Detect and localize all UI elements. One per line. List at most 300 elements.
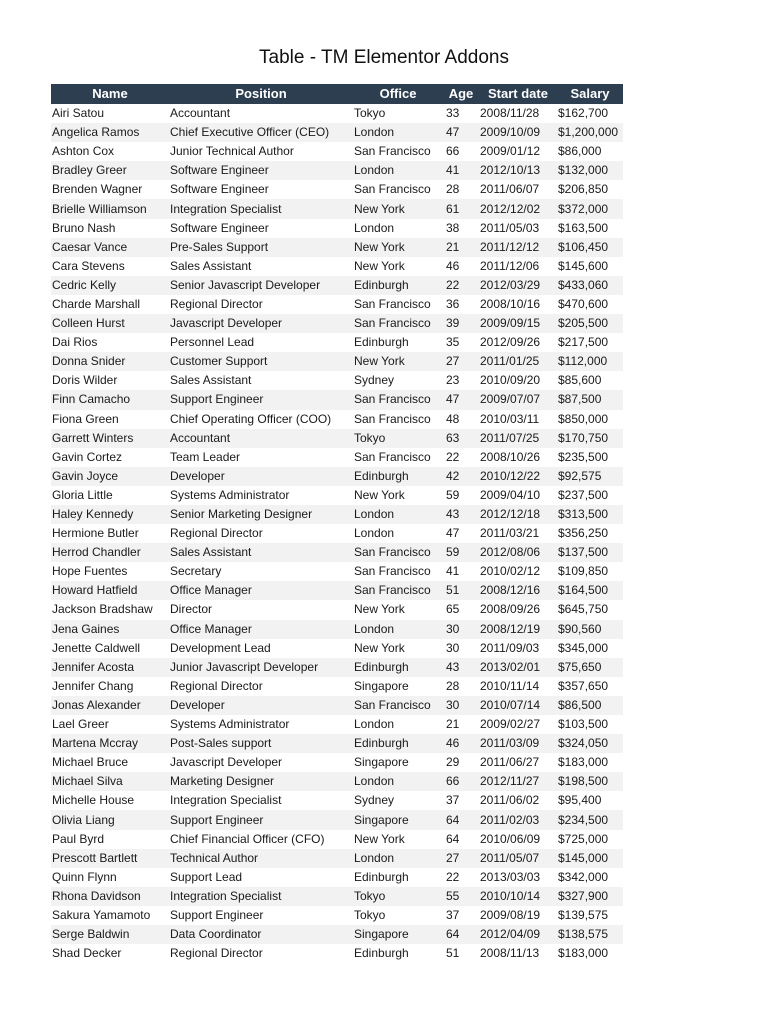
cell-salary: $86,000 [557,142,623,161]
cell-age: 64 [443,810,479,829]
cell-position: Senior Marketing Designer [169,505,353,524]
cell-office: London [353,161,443,180]
cell-office: San Francisco [353,448,443,467]
cell-name: Cara Stevens [51,257,169,276]
cell-start-date: 2012/12/02 [479,199,557,218]
cell-position: Javascript Developer [169,314,353,333]
cell-name: Michael Silva [51,772,169,791]
cell-age: 46 [443,257,479,276]
cell-position: Developer [169,467,353,486]
table-row [51,677,623,696]
cell-office: Tokyo [353,429,443,448]
cell-age: 51 [443,944,479,963]
cell-position: Sales Assistant [169,257,353,276]
cell-salary: $90,560 [557,620,623,639]
column-header-salary[interactable]: Salary [557,84,623,104]
cell-name: Shad Decker [51,944,169,963]
cell-salary: $163,500 [557,219,623,238]
cell-salary: $106,450 [557,238,623,257]
cell-office: New York [353,199,443,218]
cell-position: Chief Executive Officer (CEO) [169,123,353,142]
cell-name: Garrett Winters [51,429,169,448]
cell-position: Support Lead [169,868,353,887]
cell-salary: $103,500 [557,715,623,734]
cell-position: Pre-Sales Support [169,238,353,257]
cell-office: London [353,219,443,238]
cell-salary: $198,500 [557,772,623,791]
column-header-name[interactable]: Name [51,84,169,104]
cell-position: Office Manager [169,581,353,600]
cell-office: London [353,715,443,734]
cell-salary: $112,000 [557,352,623,371]
cell-office: Edinburgh [353,333,443,352]
cell-salary: $235,500 [557,448,623,467]
cell-start-date: 2010/02/12 [479,562,557,581]
cell-office: Singapore [353,753,443,772]
table-row [51,161,623,180]
cell-office: New York [353,600,443,619]
cell-office: San Francisco [353,314,443,333]
cell-name: Finn Camacho [51,390,169,409]
cell-age: 41 [443,562,479,581]
cell-start-date: 2012/10/13 [479,161,557,180]
cell-name: Martena Mccray [51,734,169,753]
cell-age: 37 [443,791,479,810]
cell-position: Junior Technical Author [169,142,353,161]
cell-age: 59 [443,543,479,562]
cell-salary: $372,000 [557,199,623,218]
cell-name: Angelica Ramos [51,123,169,142]
cell-start-date: 2011/01/25 [479,352,557,371]
cell-salary: $205,500 [557,314,623,333]
cell-salary: $86,500 [557,696,623,715]
table-row [51,486,623,505]
cell-position: Director [169,600,353,619]
cell-position: Chief Financial Officer (CFO) [169,830,353,849]
table-row [51,505,623,524]
cell-age: 21 [443,715,479,734]
table-row [51,219,623,238]
cell-office: New York [353,639,443,658]
cell-salary: $217,500 [557,333,623,352]
cell-position: Regional Director [169,677,353,696]
cell-position: Integration Specialist [169,791,353,810]
cell-salary: $850,000 [557,410,623,429]
cell-start-date: 2010/09/20 [479,371,557,390]
cell-name: Lael Greer [51,715,169,734]
table-row [51,944,623,963]
table-row [51,772,623,791]
cell-start-date: 2009/04/10 [479,486,557,505]
cell-salary: $1,200,000 [557,123,623,142]
cell-name: Brielle Williamson [51,199,169,218]
cell-position: Technical Author [169,849,353,868]
cell-age: 33 [443,104,479,123]
cell-name: Jenette Caldwell [51,639,169,658]
cell-position: Software Engineer [169,219,353,238]
table-row [51,868,623,887]
cell-start-date: 2009/10/09 [479,123,557,142]
column-header-position[interactable]: Position [169,84,353,104]
cell-salary: $109,850 [557,562,623,581]
cell-start-date: 2008/12/16 [479,581,557,600]
cell-position: Accountant [169,104,353,123]
cell-position: Sales Assistant [169,543,353,562]
cell-start-date: 2009/01/12 [479,142,557,161]
cell-office: London [353,524,443,543]
cell-age: 42 [443,467,479,486]
cell-start-date: 2011/06/27 [479,753,557,772]
table-row [51,715,623,734]
cell-start-date: 2010/03/11 [479,410,557,429]
cell-office: San Francisco [353,562,443,581]
cell-position: Integration Specialist [169,887,353,906]
cell-salary: $170,750 [557,429,623,448]
cell-age: 22 [443,448,479,467]
cell-name: Ashton Cox [51,142,169,161]
cell-name: Howard Hatfield [51,581,169,600]
cell-name: Gavin Joyce [51,467,169,486]
table-row [51,276,623,295]
cell-age: 43 [443,505,479,524]
cell-salary: $138,575 [557,925,623,944]
cell-office: Edinburgh [353,467,443,486]
cell-position: Regional Director [169,295,353,314]
cell-start-date: 2011/09/03 [479,639,557,658]
table-row [51,199,623,218]
cell-salary: $356,250 [557,524,623,543]
table-row [51,257,623,276]
cell-age: 27 [443,849,479,868]
cell-start-date: 2012/11/27 [479,772,557,791]
cell-position: Post-Sales support [169,734,353,753]
cell-name: Donna Snider [51,352,169,371]
cell-position: Support Engineer [169,810,353,829]
cell-salary: $645,750 [557,600,623,619]
cell-name: Prescott Bartlett [51,849,169,868]
cell-start-date: 2012/08/06 [479,543,557,562]
cell-salary: $327,900 [557,887,623,906]
cell-position: Office Manager [169,620,353,639]
cell-office: New York [353,486,443,505]
cell-age: 55 [443,887,479,906]
cell-age: 61 [443,199,479,218]
cell-age: 51 [443,581,479,600]
cell-start-date: 2009/08/19 [479,906,557,925]
cell-salary: $183,000 [557,753,623,772]
table-row [51,333,623,352]
cell-position: Systems Administrator [169,486,353,505]
cell-start-date: 2009/07/07 [479,390,557,409]
cell-office: San Francisco [353,696,443,715]
cell-age: 63 [443,429,479,448]
column-header-office[interactable]: Office [353,84,443,104]
cell-age: 28 [443,180,479,199]
cell-start-date: 2011/06/07 [479,180,557,199]
table-header [51,84,623,104]
cell-office: San Francisco [353,180,443,199]
table-row [51,104,623,123]
cell-position: Team Leader [169,448,353,467]
table-row [51,142,623,161]
cell-start-date: 2011/07/25 [479,429,557,448]
cell-office: San Francisco [353,295,443,314]
cell-name: Gloria Little [51,486,169,505]
table-row [51,295,623,314]
table-row [51,791,623,810]
cell-office: Edinburgh [353,276,443,295]
cell-salary: $162,700 [557,104,623,123]
cell-start-date: 2008/12/19 [479,620,557,639]
cell-office: New York [353,830,443,849]
cell-name: Airi Satou [51,104,169,123]
table-row [51,581,623,600]
cell-office: Singapore [353,810,443,829]
cell-office: Singapore [353,677,443,696]
cell-age: 65 [443,600,479,619]
cell-name: Bradley Greer [51,161,169,180]
cell-name: Dai Rios [51,333,169,352]
cell-start-date: 2010/11/14 [479,677,557,696]
table-row [51,180,623,199]
cell-position: Development Lead [169,639,353,658]
cell-age: 27 [443,352,479,371]
cell-office: London [353,620,443,639]
cell-position: Javascript Developer [169,753,353,772]
cell-position: Support Engineer [169,390,353,409]
cell-start-date: 2010/10/14 [479,887,557,906]
cell-position: Marketing Designer [169,772,353,791]
cell-start-date: 2013/03/03 [479,868,557,887]
cell-salary: $342,000 [557,868,623,887]
cell-name: Fiona Green [51,410,169,429]
cell-age: 22 [443,868,479,887]
cell-start-date: 2009/02/27 [479,715,557,734]
cell-start-date: 2010/07/14 [479,696,557,715]
cell-salary: $92,575 [557,467,623,486]
cell-position: Regional Director [169,524,353,543]
cell-salary: $237,500 [557,486,623,505]
cell-age: 29 [443,753,479,772]
cell-salary: $85,600 [557,371,623,390]
cell-salary: $87,500 [557,390,623,409]
cell-name: Jennifer Chang [51,677,169,696]
cell-position: Sales Assistant [169,371,353,390]
cell-age: 43 [443,658,479,677]
cell-salary: $470,600 [557,295,623,314]
cell-office: San Francisco [353,390,443,409]
cell-age: 64 [443,830,479,849]
cell-salary: $345,000 [557,639,623,658]
cell-office: Edinburgh [353,734,443,753]
cell-age: 30 [443,696,479,715]
column-header-age[interactable]: Age [443,84,479,104]
cell-office: New York [353,238,443,257]
cell-salary: $234,500 [557,810,623,829]
cell-salary: $145,000 [557,849,623,868]
cell-position: Senior Javascript Developer [169,276,353,295]
cell-age: 36 [443,295,479,314]
cell-salary: $132,000 [557,161,623,180]
cell-start-date: 2013/02/01 [479,658,557,677]
cell-age: 37 [443,906,479,925]
cell-position: Regional Director [169,944,353,963]
cell-office: Tokyo [353,906,443,925]
cell-age: 39 [443,314,479,333]
cell-name: Charde Marshall [51,295,169,314]
table-row [51,830,623,849]
cell-salary: $725,000 [557,830,623,849]
cell-office: Singapore [353,925,443,944]
cell-start-date: 2011/12/12 [479,238,557,257]
table-row [51,371,623,390]
cell-office: New York [353,257,443,276]
cell-name: Jena Gaines [51,620,169,639]
cell-age: 46 [443,734,479,753]
cell-start-date: 2009/09/15 [479,314,557,333]
table-row [51,925,623,944]
cell-name: Jennifer Acosta [51,658,169,677]
cell-salary: $164,500 [557,581,623,600]
cell-age: 47 [443,123,479,142]
cell-age: 28 [443,677,479,696]
cell-name: Herrod Chandler [51,543,169,562]
cell-salary: $324,050 [557,734,623,753]
cell-name: Sakura Yamamoto [51,906,169,925]
cell-age: 41 [443,161,479,180]
table-row [51,524,623,543]
cell-position: Data Coordinator [169,925,353,944]
cell-office: Sydney [353,371,443,390]
cell-office: San Francisco [353,581,443,600]
cell-start-date: 2011/03/09 [479,734,557,753]
cell-office: Edinburgh [353,868,443,887]
cell-start-date: 2008/11/28 [479,104,557,123]
employee-table [51,84,623,963]
cell-salary: $433,060 [557,276,623,295]
cell-office: London [353,123,443,142]
cell-name: Michelle House [51,791,169,810]
cell-age: 30 [443,639,479,658]
table-row [51,410,623,429]
cell-position: Customer Support [169,352,353,371]
table-row [51,734,623,753]
table-row [51,810,623,829]
table-row [51,600,623,619]
cell-start-date: 2011/02/03 [479,810,557,829]
cell-name: Michael Bruce [51,753,169,772]
cell-age: 64 [443,925,479,944]
cell-position: Integration Specialist [169,199,353,218]
cell-age: 48 [443,410,479,429]
cell-office: London [353,772,443,791]
cell-name: Brenden Wagner [51,180,169,199]
table-row [51,238,623,257]
cell-salary: $139,575 [557,906,623,925]
cell-start-date: 2011/05/03 [479,219,557,238]
table-body [51,104,623,963]
cell-office: London [353,849,443,868]
cell-age: 38 [443,219,479,238]
cell-office: Edinburgh [353,944,443,963]
table-row [51,620,623,639]
cell-name: Hope Fuentes [51,562,169,581]
cell-start-date: 2011/03/21 [479,524,557,543]
cell-name: Jackson Bradshaw [51,600,169,619]
cell-office: Tokyo [353,887,443,906]
cell-office: Edinburgh [353,658,443,677]
cell-start-date: 2010/12/22 [479,467,557,486]
table-row [51,562,623,581]
cell-name: Doris Wilder [51,371,169,390]
cell-position: Developer [169,696,353,715]
table-row [51,429,623,448]
cell-office: London [353,505,443,524]
table-row [51,123,623,142]
cell-salary: $75,650 [557,658,623,677]
cell-salary: $357,650 [557,677,623,696]
column-header-start-date[interactable]: Start date [479,84,557,104]
table-row [51,448,623,467]
table-row [51,658,623,677]
cell-age: 22 [443,276,479,295]
cell-name: Caesar Vance [51,238,169,257]
cell-position: Junior Javascript Developer [169,658,353,677]
table-row [51,696,623,715]
table-row [51,352,623,371]
cell-name: Rhona Davidson [51,887,169,906]
cell-start-date: 2012/04/09 [479,925,557,944]
cell-start-date: 2008/10/26 [479,448,557,467]
cell-age: 35 [443,333,479,352]
header-row [51,84,623,104]
cell-position: Systems Administrator [169,715,353,734]
table-row [51,906,623,925]
cell-age: 47 [443,524,479,543]
cell-position: Accountant [169,429,353,448]
cell-start-date: 2011/05/07 [479,849,557,868]
cell-age: 66 [443,772,479,791]
cell-name: Serge Baldwin [51,925,169,944]
table-row [51,467,623,486]
cell-salary: $206,850 [557,180,623,199]
table-row [51,849,623,868]
cell-salary: $145,600 [557,257,623,276]
table-row [51,390,623,409]
cell-office: San Francisco [353,543,443,562]
cell-office: New York [353,352,443,371]
cell-age: 59 [443,486,479,505]
cell-salary: $137,500 [557,543,623,562]
cell-name: Colleen Hurst [51,314,169,333]
cell-position: Software Engineer [169,180,353,199]
cell-start-date: 2008/09/26 [479,600,557,619]
cell-office: San Francisco [353,142,443,161]
cell-name: Jonas Alexander [51,696,169,715]
cell-position: Support Engineer [169,906,353,925]
cell-name: Haley Kennedy [51,505,169,524]
cell-position: Software Engineer [169,161,353,180]
cell-start-date: 2010/06/09 [479,830,557,849]
cell-name: Hermione Butler [51,524,169,543]
cell-age: 21 [443,238,479,257]
table-row [51,639,623,658]
cell-name: Cedric Kelly [51,276,169,295]
cell-name: Quinn Flynn [51,868,169,887]
cell-name: Olivia Liang [51,810,169,829]
cell-start-date: 2012/12/18 [479,505,557,524]
cell-start-date: 2008/11/13 [479,944,557,963]
